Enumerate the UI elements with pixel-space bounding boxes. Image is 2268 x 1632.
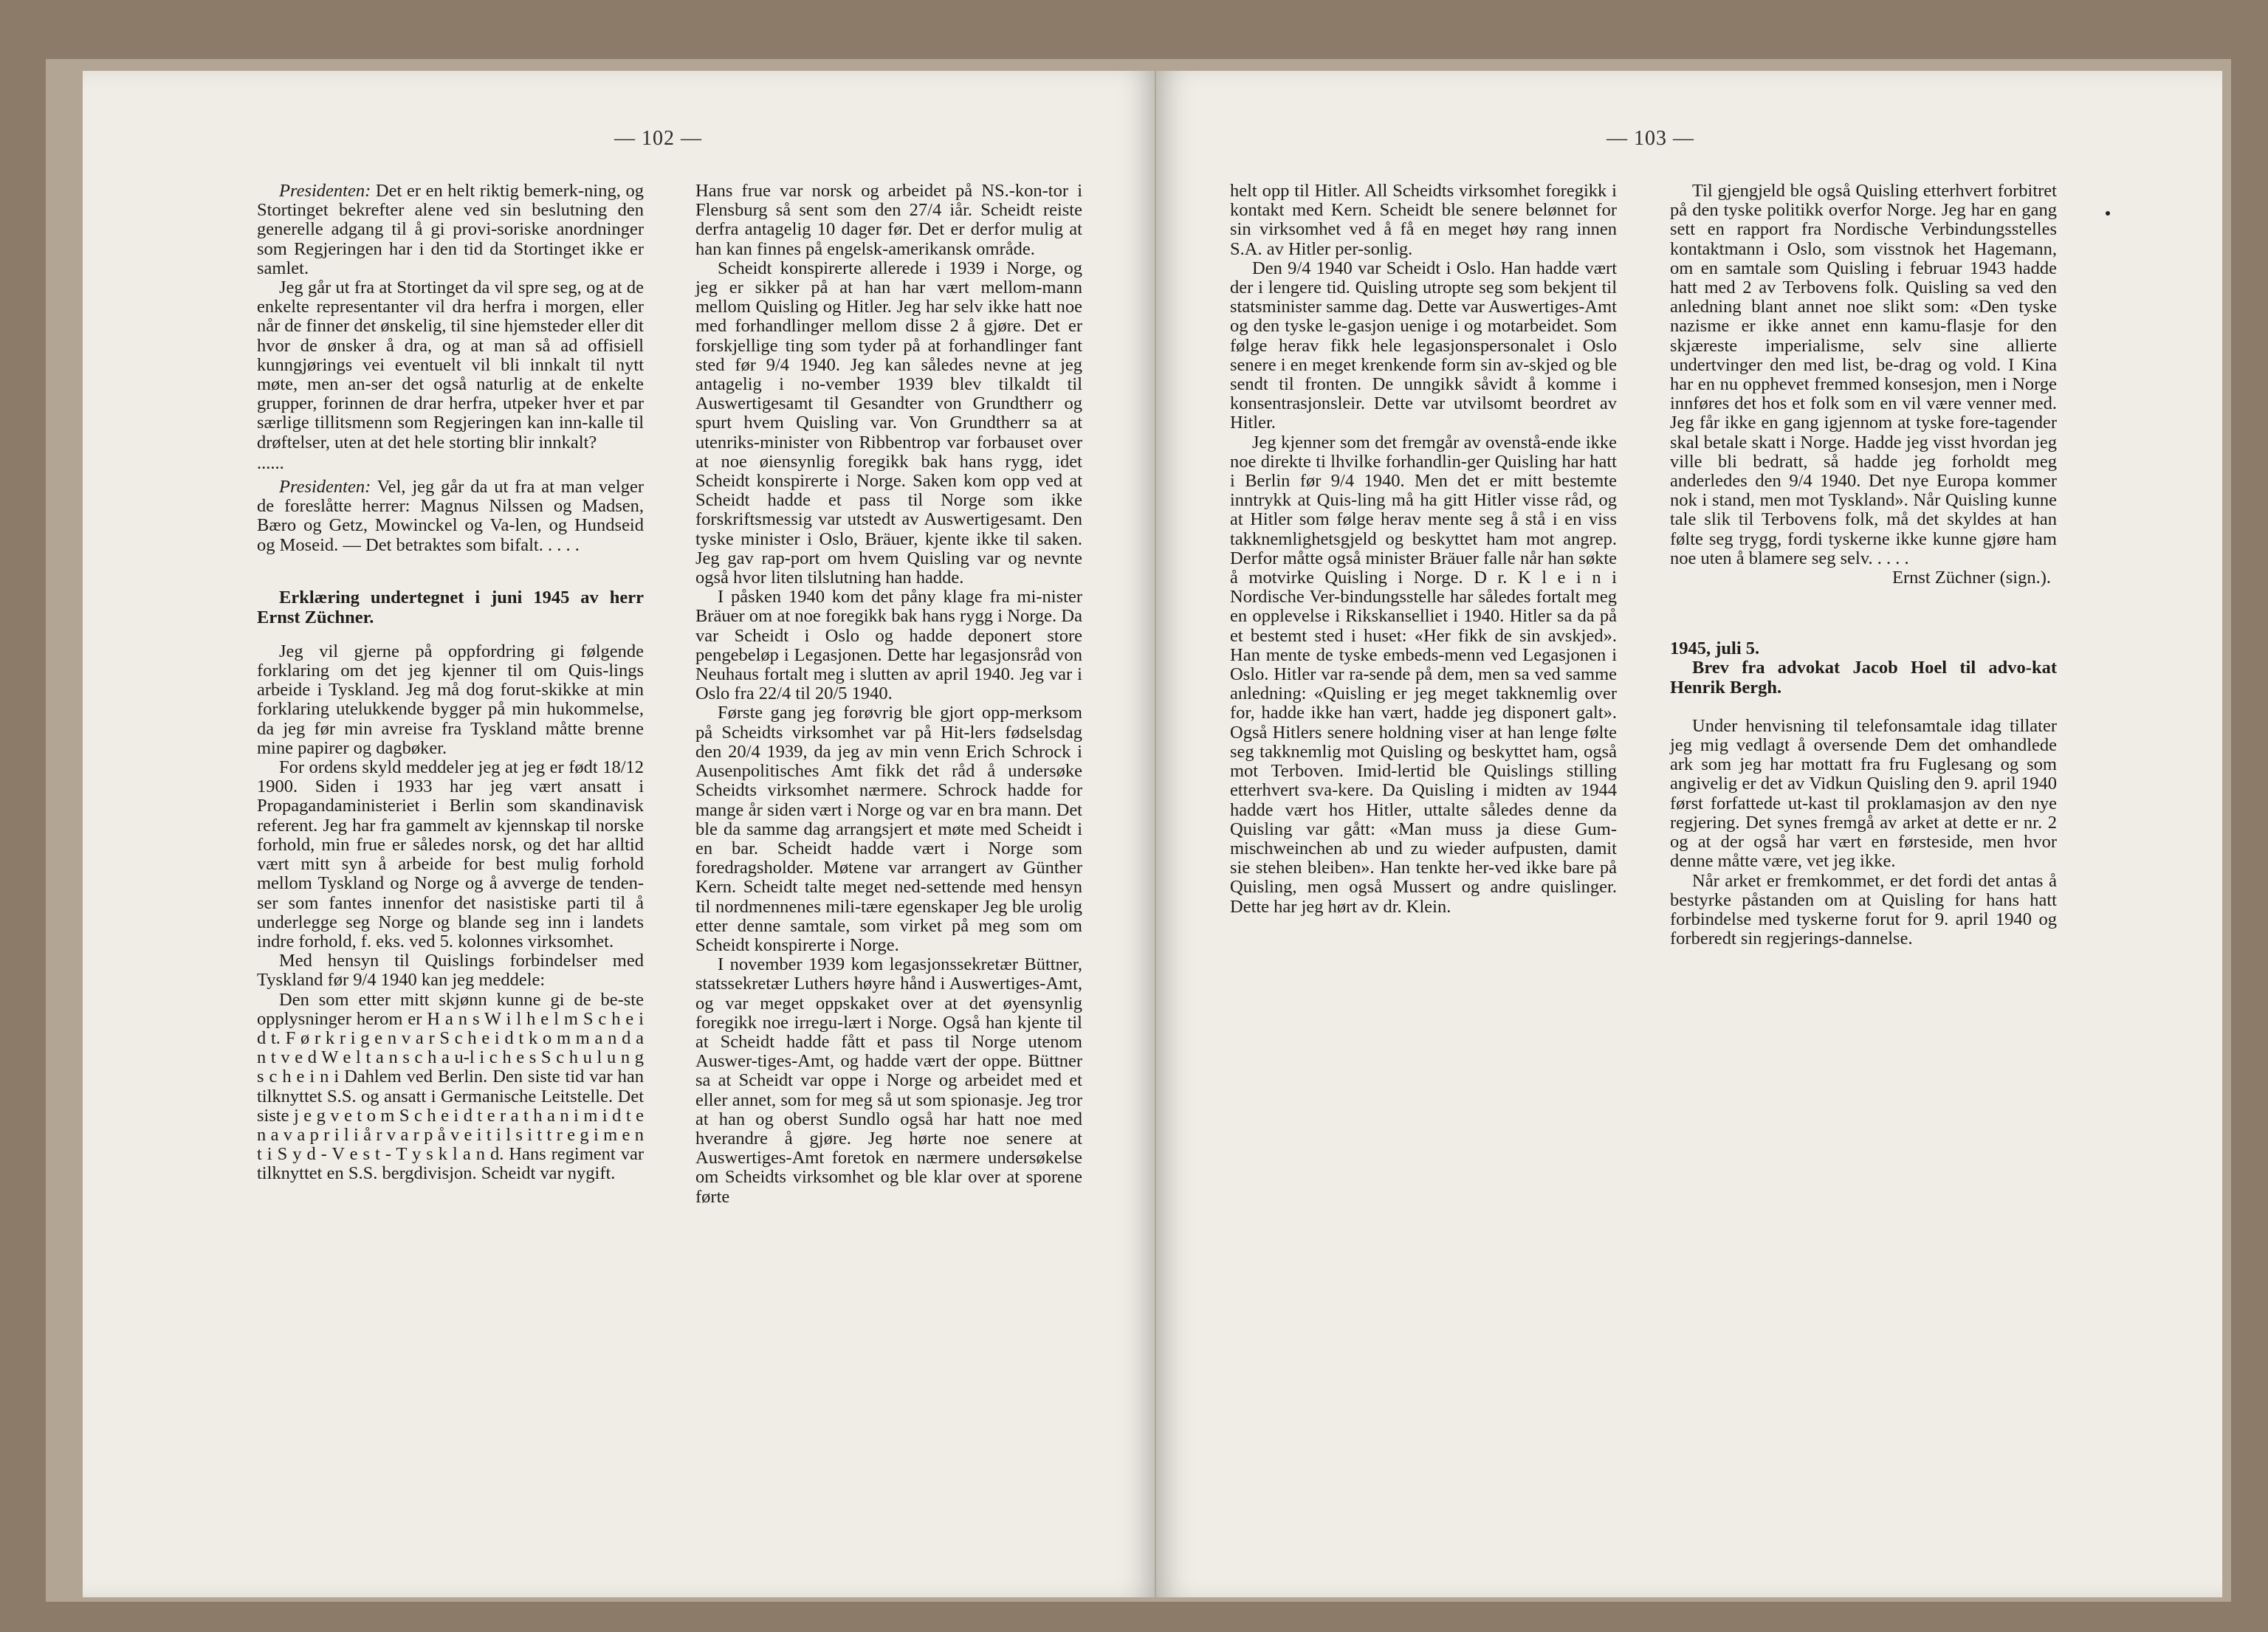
paragraph: Jeg kjenner som det fremgår av ovenstå-ende ikke noe direkte ti lhvilke forhandlin-ger Quisling har hatt i Berlin før 9/4 1940. Men det er mitt bestemte inntrykk at Quis-ling må ha gitt Hitler visse råd, og at Hitler som følge herav mente seg å stå i en viss takknemlighetsgjeld og beskyttet ham mot angrep. Derfor måtte også minister Bräuer falle når han søkte å motvirke Quisling i Norge. D r. K l e i n i Nordische Ver-bindungsstelle har således fortalt meg en opplevelse i Rikskanselliet i 1940. Hitler sa da på et bestemt sted i huset: «Her fikk de sin avskjed». Han mente de tyske embeds-menn ved Legasjonen i Oslo. Hitler var ra-sende på dem, men sa ved samme anledning: «Quisling er jeg meget takknemlig over for, hadde ikke han vært, hadde jeg disponert galt». Også Hitlers senere holdning viser at han lenge følte seg takknemlig mot Quisling og beskyttet ham, også mot Terboven. Imid-lertid ble Quislings stilling etterhvert sva-kere. Da Quisling i midten av 1944 hadde vært hos Hitler, uttalte således denne da Quisling var gått: «Man muss ja diese Gum-mischweinchen ab und zu wieder aufpusten, damit sie stehen bleiben». Han tenkte her-ved ikke bare på Quisling, men også Mussert og andre quislinger. Dette har jeg hørt av dr. Klein. xyxy=(1230,432,1617,917)
right-page xyxy=(1156,71,2222,1597)
paragraph: Presidenten: Vel, jeg går da ut fra at man velger de foreslåtte herrer: Magnus Nilssen og Madsen, Bæro og Getz, Mowinckel og Va-len, og Hundseid og Moseid. — Det betraktes som bifalt. . . . . xyxy=(257,477,644,555)
left-column-2 xyxy=(695,182,1082,1207)
page-number: — 103 — xyxy=(1606,127,1694,150)
paragraph: Den som etter mitt skjønn kunne gi de be-ste opplysninger herom er H a n s W i l h e l m S c h e i d t. F ø r k r i g e n v a r S c h e i d t k o m m a n d a n t v e d W e l t a n s c h a u-l i c h e s S c h u l u n g s c h e i n i Dahlem ved Berlin. Den siste tid var han tilknyttet S.S. og ansatt i Germanische Leitstelle. Det siste j e g v e t o m S c h e i d t e r a t h a n i m i d t e n a v a p r i l i å r v a r p å v e i t i l s i t t r e g i m e n t i S y d - V e s t - T y s k l a n d. Hans regiment var tilknyttet en S.S. bergdivisjon. Scheidt var nygift. xyxy=(257,989,644,1184)
ellipsis-line: ...... xyxy=(257,452,284,473)
paragraph: Jeg går ut fra at Stortinget da vil spre seg, og at de enkelte representanter vil dra herfra i morgen, eller når de finner det ønskelig, til sine hjemsteder eller dit hvor de ønsker å dra, og at man så ad offisiell kunngjørings vei eventuelt vil bli innkalt til nytt møte, men an-ser det også naturlig at de enkelte grupper, forinnen de drar herfra, utpeker hver et par særlige tillitsmenn som Regjeringen kan inn-kalle til drøftelser, uten at det hele storting blir innkalt? xyxy=(257,278,644,452)
section-heading: Erklæring undertegnet i juni 1945 av herr Ernst Züchner. xyxy=(257,587,644,627)
paragraph: I november 1939 kom legasjonssekretær Büttner, statssekretær Luthers høyre hånd i Auswertiges-Amt, og var meget oppskaket over at det øyensynlig foregikk noe irregu-lært i Norge. Også han kjente til at Scheidt hadde fått et pass til Norge utenom Auswer-tiges-Amt, og hadde vært der oppe. Büttner sa at Scheidt var oppe i Norge og arbeidet med et eller annet, som for meg så ut som spionasje. Jeg tror at han og oberst Sundlo også har hatt noe med hverandre å gjøre. Jeg hørte noe senere at Auswertiges-Amt foretok en nærmere undersøkelse om Scheidts virksomhet og ble klar over at sporene førte xyxy=(695,954,1082,1207)
letter-heading: Brev fra advokat Jacob Hoel til advo-kat Henrik Bergh. xyxy=(1670,658,2057,698)
paragraph: Den 9/4 1940 var Scheidt i Oslo. Han hadde vært der i lengere tid. Quisling utropte seg som bekjent til statsminister samme dag. Dette var Auswertiges-Amt og den tyske le-gasjon uenige i og motarbeidet. Som følge herav fikk hele legasjonspersonalet i Oslo senere i en meget krenkende form sin av-skjed og ble sendt til fronten. De unngikk såvidt å komme i konsentrasjonsleir. Dette var utvilsomt beordret av Hitler. xyxy=(1230,258,1617,433)
paragraph: Med hensyn til Quislings forbindelser med Tyskland før 9/4 1940 kan jeg meddele: xyxy=(257,951,644,991)
letter-date: 1945, juli 5. xyxy=(1670,638,1760,659)
paragraph: Til gjengjeld ble også Quisling etterhvert forbitret på den tyske politikk overfor Norge. Jeg har en gang sett en rapport fra Nordische Verbindungsstelles kontaktmann i Oslo, som visstnok het Hagemann, om en samtale som Quisling i februar 1943 hadde hatt med 2 av Terbovens folk. Quisling sa ved den anledning blant annet noe slikt som: «Den tyske nazisme er ikke annet enn kamu-flasje for den skjæreste imperialisme, selv sine allierte undertvinger den med list, be-drag og vold. I Kina har en nu opphevet fremmed konsesjon, men i Norge innføres det hos et folk som en vil være venner med. Jeg får ikke en gang igjennom at tyske fore-tagender skal betale skatt i Norge. Hadde jeg visst hvordan jeg ville bli bedratt, så hadde jeg forholdt meg anderledes den 9/4 1940. Det nye Europa kommer nok i stand, men mot Tyskland». Når Quisling kunne tale slik til Terbovens folk, må det skyldes at han følte seg trygg, fordi tyskerne ikke kunne gjøre ham noe uten å blamere seg selv. . . . . xyxy=(1670,181,2057,568)
paragraph: I påsken 1940 kom det påny klage fra mi-nister Bräuer om at noe foregikk bak hans rygg i Norge. Da var Scheidt i Oslo og hadde deponert store pengebeløp i Legasjonen. Dette har legasjonsråd von Neuhaus fortalt meg i slutten av april 1940. Jeg var i Oslo fra 22/4 til 20/5 1940. xyxy=(695,587,1082,704)
paragraph: Når arket er fremkommet, er det fordi det antas å bestyrke påstanden om at Quisling for hans hatt forbindelse med tyskerne forut for 9. april 1940 og forberedt sin regjerings-dannelse. xyxy=(1670,870,2057,949)
paragraph: helt opp til Hitler. All Scheidts virksomhet foregikk i kontakt med Kern. Scheidt ble senere belønnet for sin virksomhet ved å få en meget høy rang innen S.A. av Hitler per-sonlig. xyxy=(1230,181,1617,259)
paragraph: Hans frue var norsk og arbeidet på NS.-kon-tor i Flensburg så sent som den 27/4 iår. Scheidt reiste derfra antagelig 10 dager før. Det er derfor mulig at han kan finnes på engelsk-amerikansk område. xyxy=(695,181,1082,259)
page-number: — 102 — xyxy=(614,127,702,150)
ink-dot xyxy=(2106,211,2110,216)
left-column-1 xyxy=(257,182,644,1184)
paragraph: Første gang jeg forøvrig ble gjort opp-merksom på Scheidts virksomhet var på Hit-lers fødselsdag den 20/4 1939, da jeg av min venn Erich Schrock i Ausenpolitisches Amt fikk det råd å undersøke Scheidts virksomhet nærmere. Schrock hadde for mange år siden vært i Norge og var en bra mann. Det ble da samme dag arrangsjert et møte med Scheidt i en bar. Scheidt hadde vært i Norge som foredragsholder. Møtene var arrangert av Günther Kern. Scheidt talte meget ned-settende med hensyn til nordmennenes mili-tære egenskaper Jeg ble urolig etter denne samtale, som virket på meg som om Scheidt konspirerte i Norge. xyxy=(695,703,1082,955)
paragraph: For ordens skyld meddeler jeg at jeg er født 18/12 1900. Siden i 1933 har jeg vært ansatt i Propagandaministeriet i Berlin som skandinavisk referent. Jeg har fra gammelt av kjennskap til norske forhold, min frue er således norsk, og det har alltid vært mitt syn å arbeide for best mulig forhold mellom Tyskland og Norge og å avverge de tenden-ser som fantes innenfor det nasistiske parti til å underlegge seg Norge og blande seg inn i landets indre forhold, f. eks. ved 5. kolonnes virksomhet. xyxy=(257,757,644,951)
paragraph: Jeg vil gjerne på oppfordring gi følgende forklaring om det jeg kjenner til om Quis-lings arbeide i Tyskland. Jeg må dog forut-skikke at min forklaring utelukkende bygger på min hukommelse, da jeg før min avreise fra Tyskland måtte brenne mine papirer og dagbøker. xyxy=(257,641,644,758)
signature-line: Ernst Züchner (sign.). xyxy=(1892,568,2051,588)
right-column-1 xyxy=(1230,182,1617,917)
paragraph: Presidenten: Det er en helt riktig bemerk-ning, og Stortinget bekrefter alene ved sin beslutning den generelle adgang til å gi provi-soriske anordninger som Regjeringen har i den tid da Stortinget ikke er samlet. xyxy=(257,181,644,278)
left-page xyxy=(83,71,1155,1597)
paragraph: Scheidt konspirerte allerede i 1939 i Norge, og jeg er sikker på at han har vært mellom-mann mellom Quisling og Hitler. Jeg har selv ikke hatt noe med forhandlinger mellom disse 2 å gjøre. Det er forskjellige ting som tyder på at forhandlinger fant sted før 9/4 1940. Jeg kan således nevne at jeg antagelig i no-vember 1939 blev tilkaldt til Auswertigesamt til Gesandter von Grundtherr og spurt hvem Quisling var. Von Grundtherr sa at utenriks-minister von Ribbentrop var forbauset over at noe øiensynlig foregikk bak hans rygg, idet Scheidt konspirerte i Norge. Saken kom opp ved at Scheidt hadde et pass til Norge som ikke forskriftsmessig var utstedt av Auswertigesamt. Den tyske minister i Oslo, Bräuer, kjente ikke til saken. Jeg gav rap-port om hvem Quisling var og nevnte også hvor liten tilslutning han hadde. xyxy=(695,258,1082,588)
paragraph: Under henvisning til telefonsamtale idag tillater jeg mig vedlagt å oversende Dem det omhandlede ark som jeg har mottatt fra fru Fuglesang og som angivelig er det av Vidkun Quisling den 9. april 1940 først forfattede ut-kast til proklamasjon av den nye regjering. Det synes fremgå av arket at dette er nr. 2 og at der også har vært en førsteside, men hvor denne måtte være, vet jeg ikke. xyxy=(1670,715,2057,872)
right-column-2 xyxy=(1670,182,2057,948)
